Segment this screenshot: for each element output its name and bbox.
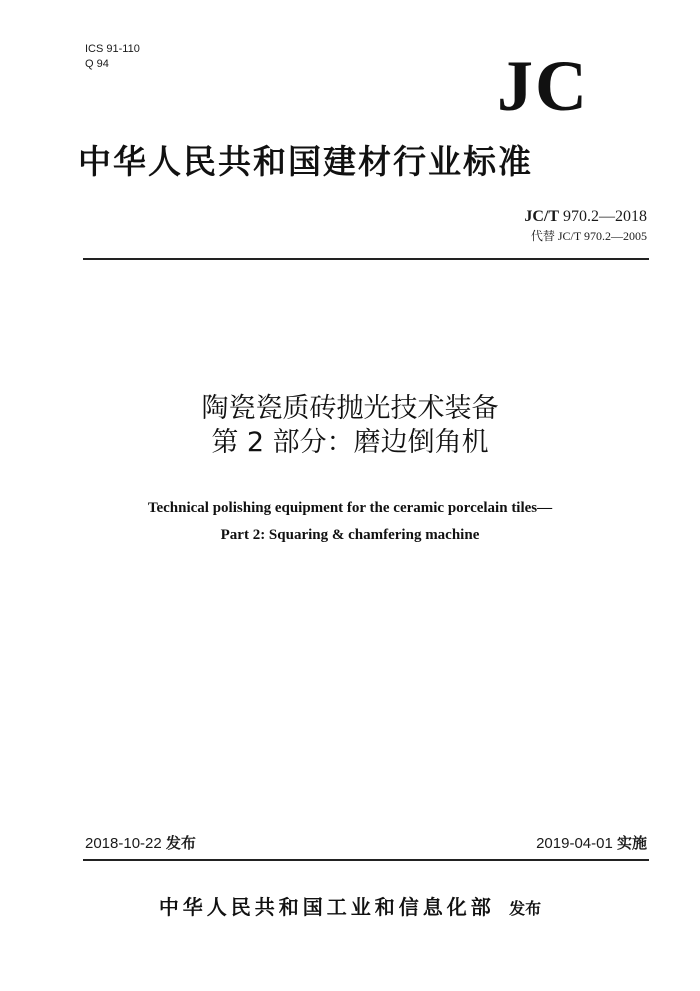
english-title-line-1: Technical polishing equipment for the ceramic porcelain tiles— (147, 500, 553, 516)
top-divider (83, 258, 649, 260)
bottom-divider (83, 859, 649, 861)
publish-label: 发布 (165, 835, 196, 852)
english-title-line-2: Part 2: Squaring & chamfering machine (220, 527, 480, 543)
jc-logo: JC (497, 46, 589, 126)
standard-category-title: 中华人民共和国建材行业标准 (78, 142, 533, 181)
chinese-title-line-1: 陶瓷瓷质砖抛光技术装备 (201, 393, 499, 424)
implement-label: 实施 (616, 835, 647, 852)
issuer-verb: 发布 (509, 899, 542, 918)
publish-date: 2018-10-22 (85, 835, 162, 852)
issuing-authority (0, 893, 700, 923)
implement-date: 2019-04-01 (536, 835, 613, 852)
chinese-title-line-2: 第 2 部分：磨边倒角机 (211, 427, 489, 458)
implement-date-block (536, 834, 647, 854)
standard-prefix: JC/T (524, 208, 559, 225)
ccs-code: Q 94 (85, 58, 109, 70)
ics-code: ICS 91-110 (85, 43, 140, 55)
issuer-name: 中华人民共和国工业和信息化部 (158, 895, 495, 919)
standard-code: 970.2—2018 (563, 208, 647, 225)
classification-codes (85, 42, 140, 72)
publish-date-block (85, 834, 196, 854)
replaces-standard: 代替 JC/T 970.2—2005 (530, 229, 647, 243)
standard-number (524, 207, 647, 227)
